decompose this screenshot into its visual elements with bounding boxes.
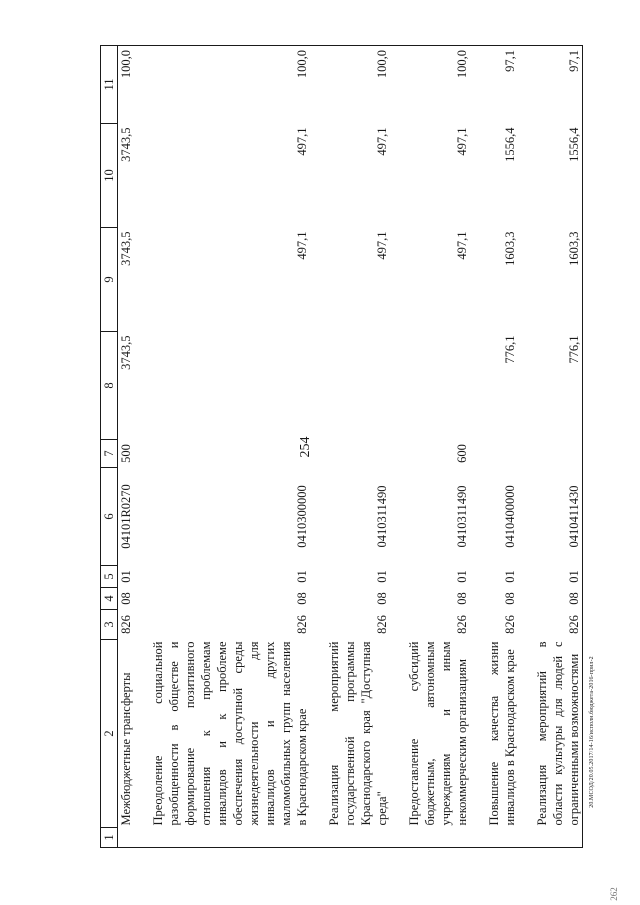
spacer-cell [310, 46, 326, 124]
cell-c3: 826 [295, 615, 309, 634]
cell-c11: 100,0 [326, 46, 390, 124]
spacer-cell [134, 228, 150, 332]
spacer-cell [134, 468, 150, 566]
cell-c6: 0410311490 [455, 485, 469, 548]
cell-c10: 497,1 [455, 127, 469, 156]
row-name: Предоставление субсидий бюджетным, автономным учреждениям и иным некоммерческим организациям [407, 641, 469, 826]
cell-c4: 08 [455, 592, 469, 605]
cell-c5: 01 [503, 570, 517, 583]
cell-c7 [486, 440, 518, 468]
spacer-cell [470, 440, 486, 468]
spacer-cell [134, 566, 150, 588]
cell-c6: 04101R0270 [119, 484, 133, 549]
spacer-cell [390, 468, 406, 566]
cell-col1 [150, 828, 310, 848]
spacer-cell [134, 46, 150, 124]
spacer-cell [390, 828, 406, 848]
table-row [534, 46, 583, 848]
column-number-6: 6 [101, 468, 118, 566]
cell-c9: 497,1 [455, 231, 469, 260]
spacer-cell [470, 588, 486, 610]
cell-c7 [150, 440, 310, 468]
column-number-row [101, 46, 118, 848]
cell-c9: 3743,5 [119, 231, 133, 266]
column-number-8: 8 [101, 332, 118, 440]
spacer-cell [134, 640, 150, 828]
spacer-cell [310, 332, 326, 440]
cell-col1 [326, 828, 390, 848]
cell-col1 [486, 828, 518, 848]
cell-c7: 500 [119, 444, 133, 463]
cell-c10: 3743,5 [119, 127, 133, 162]
spacer-cell [310, 610, 326, 640]
column-number-2: 2 [101, 640, 118, 828]
row-name: Реализация мероприятий в области культуры для людей с ограниченными возможностями [535, 641, 581, 826]
cell-c8: 776,1 [534, 332, 583, 440]
cell-c7 [534, 440, 583, 468]
cell-c8: 776,1 [503, 335, 517, 364]
cell-c5: 01 [295, 570, 309, 583]
spacer-cell [518, 468, 534, 566]
cell-c11: 100,0 [118, 46, 135, 124]
column-number-5: 5 [101, 566, 118, 588]
cell-c3: 826 [455, 615, 469, 634]
row-spacer [310, 46, 326, 848]
spacer-cell [470, 46, 486, 124]
spacer-cell [310, 440, 326, 468]
cell-c6: 0410400000 [503, 485, 517, 548]
spacer-cell [470, 124, 486, 228]
cell-col1 [534, 828, 583, 848]
cell-col1 [406, 828, 470, 848]
column-number-3: 3 [101, 610, 118, 640]
cell-col1 [118, 828, 135, 848]
cell-c8 [406, 332, 470, 440]
spacer-cell [390, 228, 406, 332]
document-code: 20.МСОД/20.05.2017/14-16/исполн.бюджета-2016-прил-2 [589, 656, 595, 808]
page-number: 254 [298, 436, 313, 458]
spacer-cell [470, 640, 486, 828]
cell-c10: 1556,4 [534, 124, 583, 228]
spacer-cell [470, 228, 486, 332]
cell-c5: 01 [119, 570, 133, 583]
table-row [406, 46, 470, 848]
cell-c10: 497,1 [375, 127, 389, 156]
cell-c10: 1556,4 [503, 127, 517, 162]
cell-c9: 497,1 [375, 231, 389, 260]
row-name: Реализация мероприятий государственной программы Краснодарского края "Доступная среда" [327, 641, 389, 826]
cell-c11: 97,1 [486, 46, 518, 124]
spacer-cell [390, 46, 406, 124]
cell-c11: 100,0 [150, 46, 310, 124]
spacer-cell [134, 440, 150, 468]
cell-c7 [326, 440, 390, 468]
cell-c11: 97,1 [534, 46, 583, 124]
spacer-cell [310, 566, 326, 588]
spacer-cell [310, 468, 326, 566]
column-number-11: 11 [101, 46, 118, 124]
row-spacer [134, 46, 150, 848]
cell-c8 [326, 332, 390, 440]
table-row [486, 46, 518, 848]
spacer-cell [390, 588, 406, 610]
spacer-cell [134, 588, 150, 610]
cell-c3: 826 [503, 615, 517, 634]
spacer-cell [470, 468, 486, 566]
spacer-cell [470, 332, 486, 440]
cell-c9: 1603,3 [503, 231, 517, 266]
row-spacer [390, 46, 406, 848]
table-row [150, 46, 310, 848]
spacer-cell [134, 332, 150, 440]
spacer-cell [390, 566, 406, 588]
budget-table [100, 45, 583, 848]
spacer-cell [390, 124, 406, 228]
row-name: Преодоление социальной разобщенности в обществе и формирование позитивного отношения к проблемам инвалидов и к проблеме обеспечения доступной среды жизнедеятельности для инвалидов и других маломобильных групп населения в Краснодарском крае [151, 641, 309, 826]
row-spacer [470, 46, 486, 848]
cell-c8: 3743,5 [119, 335, 133, 370]
spacer-cell [518, 588, 534, 610]
spacer-cell [518, 566, 534, 588]
spacer-cell [310, 228, 326, 332]
spacer-cell [310, 828, 326, 848]
cell-c9: 497,1 [295, 231, 309, 260]
spacer-cell [134, 124, 150, 228]
page-corner-mark: 262 [609, 887, 619, 901]
row-name: Повышение качества жизни инвалидов в Краснодарском крае [487, 641, 517, 826]
spacer-cell [390, 332, 406, 440]
column-number-1: 1 [101, 828, 118, 848]
rotated-table-wrapper [100, 46, 580, 848]
cell-c9: 1603,3 [534, 228, 583, 332]
spacer-cell [518, 46, 534, 124]
table-row [326, 46, 390, 848]
spacer-cell [518, 610, 534, 640]
cell-c4: 08 [503, 592, 517, 605]
cell-c4: 08 [375, 592, 389, 605]
spacer-cell [310, 588, 326, 610]
cell-c6: 0410311490 [375, 485, 389, 548]
cell-c6: 0410300000 [295, 485, 309, 548]
spacer-cell [310, 640, 326, 828]
cell-c10: 497,1 [295, 127, 309, 156]
spacer-cell [134, 828, 150, 848]
cell-c3: 826 [534, 610, 583, 640]
cell-c11: 100,0 [406, 46, 470, 124]
cell-c5: 01 [455, 570, 469, 583]
spacer-cell [518, 332, 534, 440]
column-number-4: 4 [101, 588, 118, 610]
row-name: Межбюджетные трансферты [119, 672, 133, 826]
column-number-9: 9 [101, 228, 118, 332]
spacer-cell [390, 440, 406, 468]
cell-c4: 08 [534, 588, 583, 610]
cell-c5: 01 [375, 570, 389, 583]
cell-c3: 826 [119, 615, 133, 634]
spacer-cell [518, 440, 534, 468]
spacer-cell [390, 610, 406, 640]
spacer-cell [470, 566, 486, 588]
cell-c8 [150, 332, 310, 440]
cell-c5: 01 [534, 566, 583, 588]
spacer-cell [518, 828, 534, 848]
cell-c3: 826 [375, 615, 389, 634]
cell-c7: 600 [455, 444, 469, 463]
spacer-cell [470, 610, 486, 640]
cell-c6: 0410411430 [534, 468, 583, 566]
column-number-7: 7 [101, 440, 118, 468]
spacer-cell [390, 640, 406, 828]
spacer-cell [470, 828, 486, 848]
spacer-cell [310, 124, 326, 228]
cell-c4: 08 [295, 592, 309, 605]
spacer-cell [518, 228, 534, 332]
column-number-10: 10 [101, 124, 118, 228]
cell-c4: 08 [119, 592, 133, 605]
spacer-cell [518, 640, 534, 828]
spacer-cell [134, 610, 150, 640]
table-row [118, 46, 135, 848]
spacer-cell [518, 124, 534, 228]
row-spacer [518, 46, 534, 848]
